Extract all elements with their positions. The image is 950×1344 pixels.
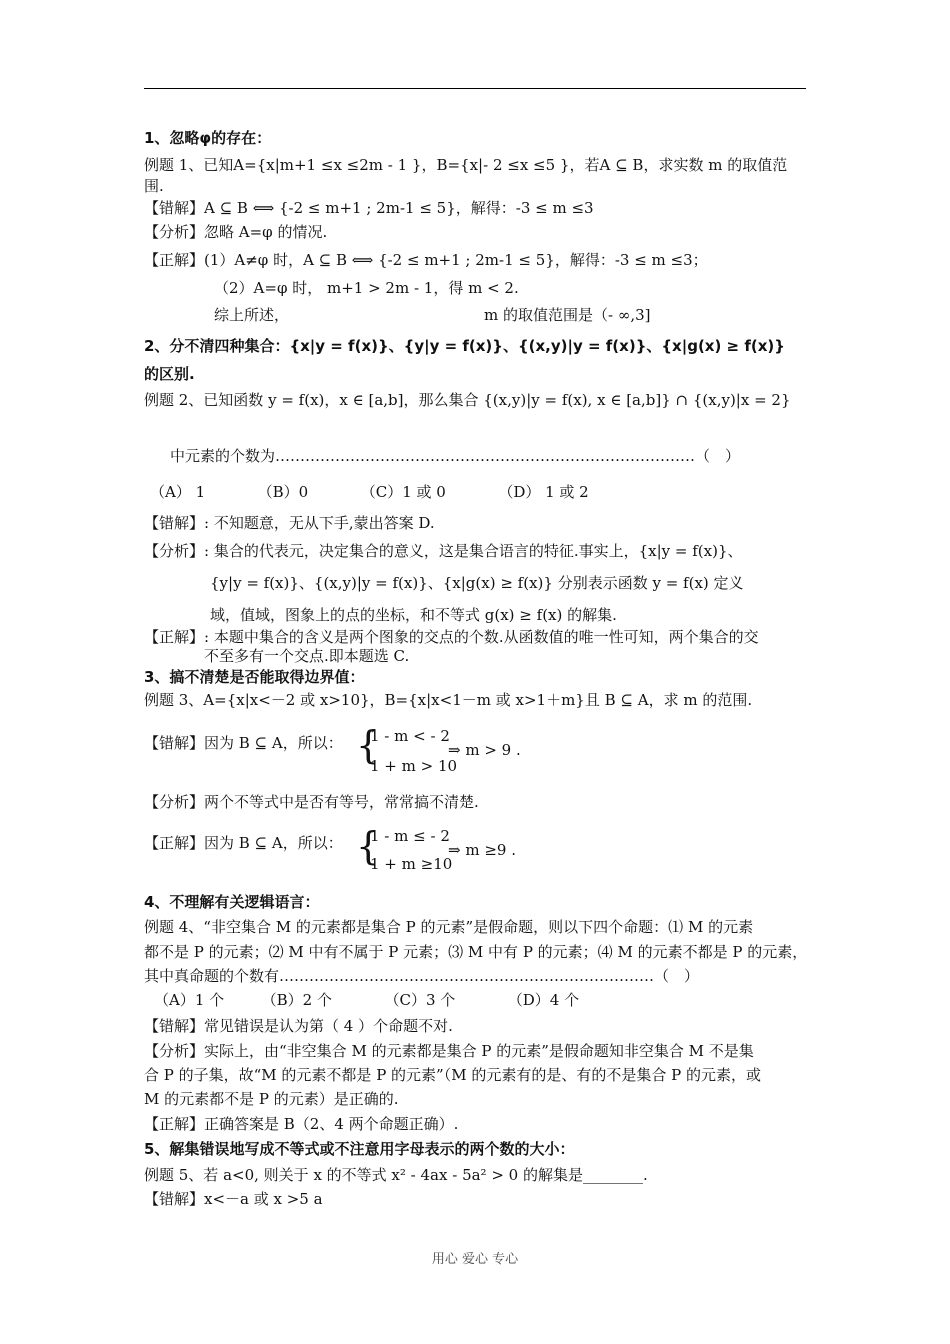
analysis-3: 【分析】两个不等式中是否有等号，常常搞不清楚. xyxy=(144,793,479,811)
analysis-4-line2: 合 P 的子集，故“M 的元素不都是 P 的元素”（M 的元素有的是、有的不是集合 P 的元素，或 xyxy=(144,1066,761,1084)
system-brace-wrong: { xyxy=(356,723,381,767)
wrong-solution-4: 【错解】常见错误是认为第（ 4 ）个命题不对. xyxy=(144,1017,453,1035)
inequality-wrong-2: 1 + m > 10 xyxy=(370,757,458,775)
correct-solution-2-line2: 不至多有一个交点.即本题选 C. xyxy=(204,647,410,665)
correct-solution-4: 【正解】正确答案是 B（2、4 两个命题正确）. xyxy=(144,1115,459,1133)
section-2-title: 2、分不清四种集合：{x|y = f(x)}、{y|y = f(x)}、{(x,y)|y = f(x)}、{x|g(x) ≥ f(x)} xyxy=(144,337,785,355)
wrong-solution-5: 【错解】x<－a 或 x >5 a xyxy=(144,1190,323,1208)
section-5-title: 5、解集错误地写成不等式或不注意用字母表示的两个数的大小： xyxy=(144,1140,575,1158)
analysis-2-line2: {y|y = f(x)}、{(x,y)|y = f(x)}、{x|g(x) ≥ f(x)} 分别表示函数 y = f(x) 定义 xyxy=(210,574,744,592)
example-4-line2: 都不是 P 的元素；⑵ M 中有不属于 P 元素；⑶ M 中有 P 的元素；⑷ M 的元素不都是 P 的元素， xyxy=(144,943,808,961)
correct-solution-2-line1: 【正解】: 本题中集合的含义是两个图象的交点的个数.从函数值的唯一性可知，两个集合的交 xyxy=(144,628,759,646)
example-2-text: 例题 2、已知函数 y = f(x)，x ∈ [a,b]，那么集合 {(x,y)|y = f(x), x ∈ [a,b]} ∩ {(x,y)|x = 2} xyxy=(144,391,791,409)
analysis-1: 【分析】忽略 A=φ 的情况. xyxy=(144,223,328,241)
section-1-title: 1、忽略φ的存在： xyxy=(144,129,272,147)
correct-solution-1-part1: 【正解】(1）A≠φ 时，A ⊆ B ⟺ {-2 ≤ m+1 ; 2m-1 ≤ 5}，解得：-3 ≤ m ≤3； xyxy=(144,251,708,269)
example-4-options: （A）1 个 （B）2 个 （C）3 个 （D）4 个 xyxy=(154,991,580,1009)
analysis-4-line3: M 的元素都不是 P 的元素）是正确的. xyxy=(144,1090,399,1108)
analysis-2-line3: 域，值域，图象上的点的坐标，和不等式 g(x) ≥ f(x) 的解集. xyxy=(210,606,617,624)
inequality-correct-1: 1 - m ≤ - 2 xyxy=(370,827,450,845)
example-4-line1: 例题 4、“非空集合 M 的元素都是集合 P 的元素”是假命题，则以下四个命题：⑴ M 的元素 xyxy=(144,918,754,936)
m-range-result: m 的取值范围是（- ∞,3] xyxy=(484,306,651,324)
example-2-options: （A） 1 （B）0 （C）1 或 0 （D） 1 或 2 xyxy=(150,483,589,501)
summary-label: 综上所述， xyxy=(214,306,290,324)
analysis-4-line1: 【分析】实际上，由“非空集合 M 的元素都是集合 P 的元素”是假命题知非空集合 M 不是集 xyxy=(144,1042,754,1060)
result-wrong-3: ⇒ m > 9 . xyxy=(448,741,521,759)
section-3-title: 3、搞不清楚是否能取得边界值： xyxy=(144,668,365,686)
wrong-solution-3: 【错解】因为 B ⊆ A，所以： xyxy=(144,734,343,752)
header-rule xyxy=(144,88,806,89)
result-correct-3: ⇒ m ≥9 . xyxy=(448,841,516,859)
analysis-2-line1: 【分析】: 集合的代表元，决定集合的意义，这是集合语言的特征.事实上，{x|y = f(x)}、 xyxy=(144,542,743,560)
wrong-solution-2: 【错解】: 不知题意，无从下手,蒙出答案 D. xyxy=(144,514,435,532)
example-2-question: 中元素的个数为…………………………………………………………………………（ ） xyxy=(170,447,741,465)
example-1-text-cont: 围. xyxy=(144,177,164,195)
example-5-text: 例题 5、若 a<0, 则关于 x 的不等式 x² - 4ax - 5a² > 0 的解集是________. xyxy=(144,1166,648,1184)
inequality-wrong-1: 1 - m < - 2 xyxy=(370,727,450,745)
example-4-line3: 其中真命题的个数有…………………………………………………………………（ ） xyxy=(144,967,700,985)
correct-solution-1-part2: （2）A=φ 时， m+1 > 2m - 1，得 m < 2. xyxy=(214,279,519,297)
inequality-correct-2: 1 + m ≥10 xyxy=(370,855,453,873)
page-footer: 用心 爱心 专心 xyxy=(431,1252,519,1267)
section-4-title: 4、不理解有关逻辑语言： xyxy=(144,893,320,911)
example-1-text: 例题 1、已知A={x|m+1 ≤x ≤2m - 1 }，B={x|- 2 ≤x ≤5 }，若A ⊆ B，求实数 m 的取值范 xyxy=(144,156,788,174)
correct-solution-3: 【正解】因为 B ⊆ A，所以： xyxy=(144,834,343,852)
section-2-title-cont: 的区别. xyxy=(144,365,195,383)
system-brace-correct: { xyxy=(356,824,381,868)
wrong-solution-1: 【错解】A ⊆ B ⟺ {-2 ≤ m+1 ; 2m-1 ≤ 5}，解得：-3 ≤ m ≤3 xyxy=(144,199,594,217)
example-3-text: 例题 3、A={x|x<－2 或 x>10}，B={x|x<1－m 或 x>1＋m}且 B ⊆ A，求 m 的范围. xyxy=(144,691,753,709)
